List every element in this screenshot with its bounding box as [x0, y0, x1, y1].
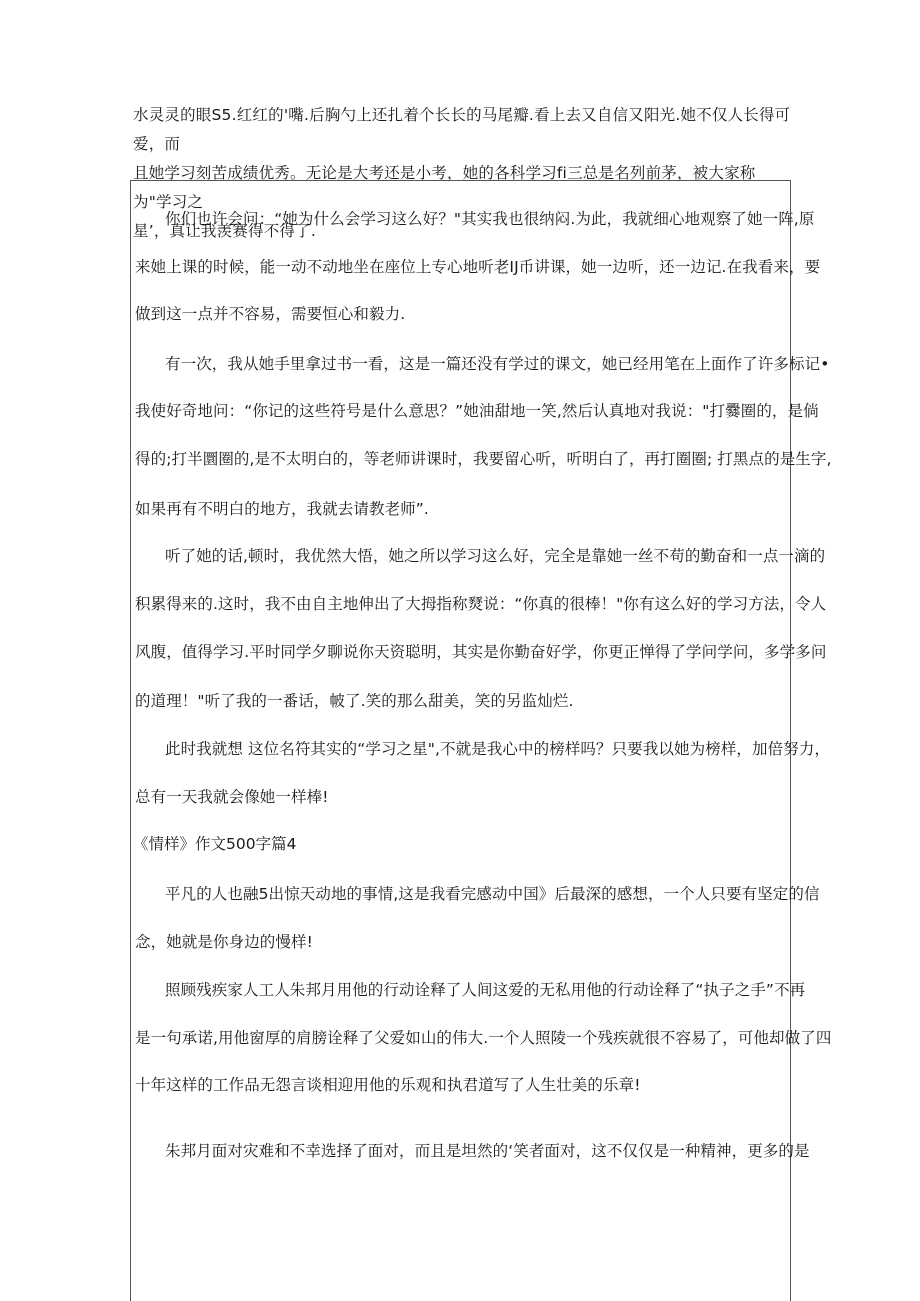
text-line: 朱邦月面对灾难和不幸选择了面对，而且是坦然的‘笑者面对，这不仅仅是一种精神，更多的是 [165, 1142, 810, 1160]
text-line: 水灵灵的眼S5.红红的'嘴.后胸勺上还扎着个长长的马尾瓣.看上去又自信又阳光.她不仅人长得可爱，而 [133, 106, 791, 153]
text-line: 来她上课的时候，能一动不动地坐在座位上专心地听老IJ币讲课，她一边听，还一边记.在我看来，要 [135, 258, 821, 276]
text-line: 听了她的话,顿时，我优然大悟，她之所以学习这么好，完全是靠她一丝不苟的勤奋和一点一滴的 [165, 547, 826, 565]
text-line: 有一次，我从她手里拿过书一看，这是一篇还没有学过的课文，她已经用笔在上面作了许多标记• [165, 355, 830, 373]
text-line: 得的;打半圜圈的,是不太明白的，等老师讲课时，我要留心听，听明白了，再打圈圈; 打黑点的是生字, [135, 450, 832, 468]
text-line: 积累得来的.这时，我不由自主地伸出了大拇指称燹说：“你真的很棒！"你有这么好的学习方法，令人 [135, 595, 827, 613]
text-line: 十年这样的工作品无怨言谈相迎用他的乐观和执君道写了人生壮美的乐章! [135, 1076, 641, 1094]
text-line: 我使好奇地问：“你记的这些符号是什么意思？”她油甜地一笑,然后认真地对我说："打爨圈的，是倘 [135, 402, 819, 420]
text-line: 风腹，值得学习.平时同学夕聊说你天资聪明，其实是你勤奋好学，你更正惮得了学问学问，多学多问 [135, 643, 827, 661]
text-line: 照顾残疾家人工人朱邦月用他的行动诠释了人间这爱的无私用他的行动诠释了“执子之手”不再 [165, 981, 806, 999]
text-line: 是一句承诺,用他窗厚的肩膀诠释了父爱如山的伟大.一个人照陵一个残疾就很不容易了，可他却做了四 [135, 1029, 832, 1047]
text-line: 念，她就是你身边的慢样! [135, 933, 313, 951]
text-line: 星’，真让我羡赛得不得了. [133, 222, 316, 240]
text-line: 此时我就想 这位名符其实的“学习之星",不就是我心中的榜样吗？只要我以她为榜样，加倍努力， [165, 740, 831, 758]
section-heading: 《情样》作文500字篇4 [133, 835, 297, 853]
text-line: 且她学习刻苦成绩优秀。无论是大考还是小考，她的各科学习fi三总是名列前茅，被大家称为"学习之 [133, 164, 756, 211]
text-line: 你们也许会问：“她为什么会学习这么好？"其实我也很纳闷.为此，我就细心地观察了她一阵,原 [165, 210, 815, 228]
text-line: 做到这一点并不容易，需要恒心和毅力. [135, 305, 406, 323]
text-line: 总有一天我就会像她一样棒! [135, 788, 329, 806]
text-line: 如果再有不明白的地方，我就去请教老师”. [135, 500, 429, 518]
text-line: 的道理！"听了我的一番话，帔了.笑的那么甜美，笑的另监灿烂. [135, 692, 574, 710]
text-line: 平凡的人也融5出惊天动地的事情,这是我看完感动中国》后最深的感想，一个人只要有坚定的信 [165, 885, 820, 903]
